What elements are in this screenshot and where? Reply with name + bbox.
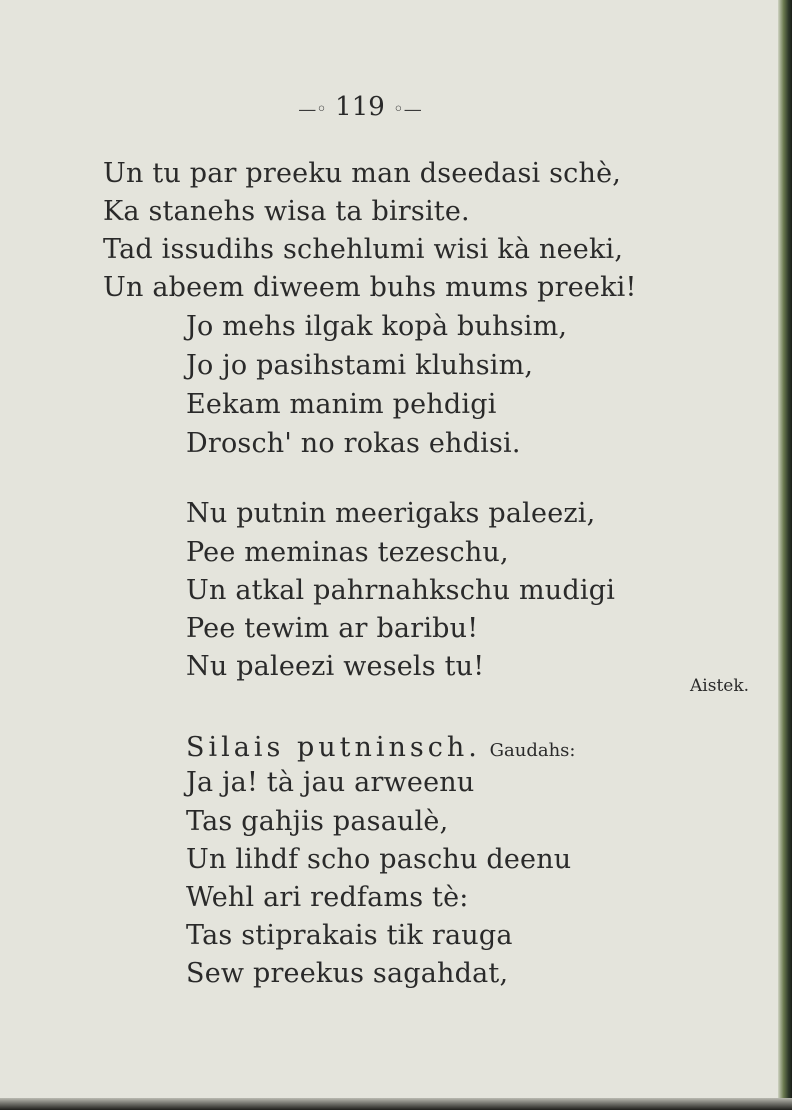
- verse-line: Tad issudihs schehlumi wisi kà neeki,: [103, 234, 624, 265]
- speaker-name: Silais putninsch.: [186, 732, 481, 763]
- verse-line: Ja ja! tà jau arweenu: [186, 767, 475, 798]
- side-note: Aistek.: [690, 676, 750, 696]
- stage-cue: Gaudahs:: [489, 740, 576, 761]
- verse-line: Drosch' no rokas ehdisi.: [186, 428, 521, 459]
- verse-line: Un atkal pahrnahkschu mudigi: [186, 575, 616, 606]
- verse-line: Eekam manim pehdigi: [186, 389, 497, 420]
- verse-line: Un abeem diweem buhs mums preeki!: [103, 272, 637, 303]
- ornament-left: —◦: [298, 99, 327, 120]
- page-bottom-edge: [0, 1098, 792, 1110]
- verse-line: Jo jo pasihstami kluhsim,: [186, 350, 534, 381]
- ornament-right: ◦—: [393, 99, 422, 120]
- verse-line: Pee tewim ar baribu!: [186, 613, 479, 644]
- verse-line: Tas stiprakais tik rauga: [186, 920, 513, 951]
- verse-line: Pee meminas tezeschu,: [186, 537, 509, 568]
- verse-line: Jo mehs ilgak kopà buhsim,: [186, 311, 568, 342]
- verse-line: Wehl ari redfams tè:: [186, 882, 469, 913]
- verse-line: Un lihdf scho paschu deenu: [186, 844, 572, 875]
- verse-line: Nu putnin meerigaks paleezi,: [186, 498, 596, 529]
- verse-line: Nu paleezi wesels tu!: [186, 651, 485, 682]
- book-spine-edge: [778, 0, 792, 1110]
- verse-line: Un tu par preeku man dseedasi schè,: [103, 158, 622, 189]
- verse-line: Sew preekus sagahdat,: [186, 958, 509, 989]
- verse-line: Ka stanehs wisa ta birsite.: [103, 196, 470, 227]
- page-number: 119: [335, 92, 385, 122]
- speaker-line: [186, 731, 575, 768]
- verse-line: Tas gahjis pasaulè,: [186, 806, 449, 837]
- page-number-header: [270, 90, 450, 127]
